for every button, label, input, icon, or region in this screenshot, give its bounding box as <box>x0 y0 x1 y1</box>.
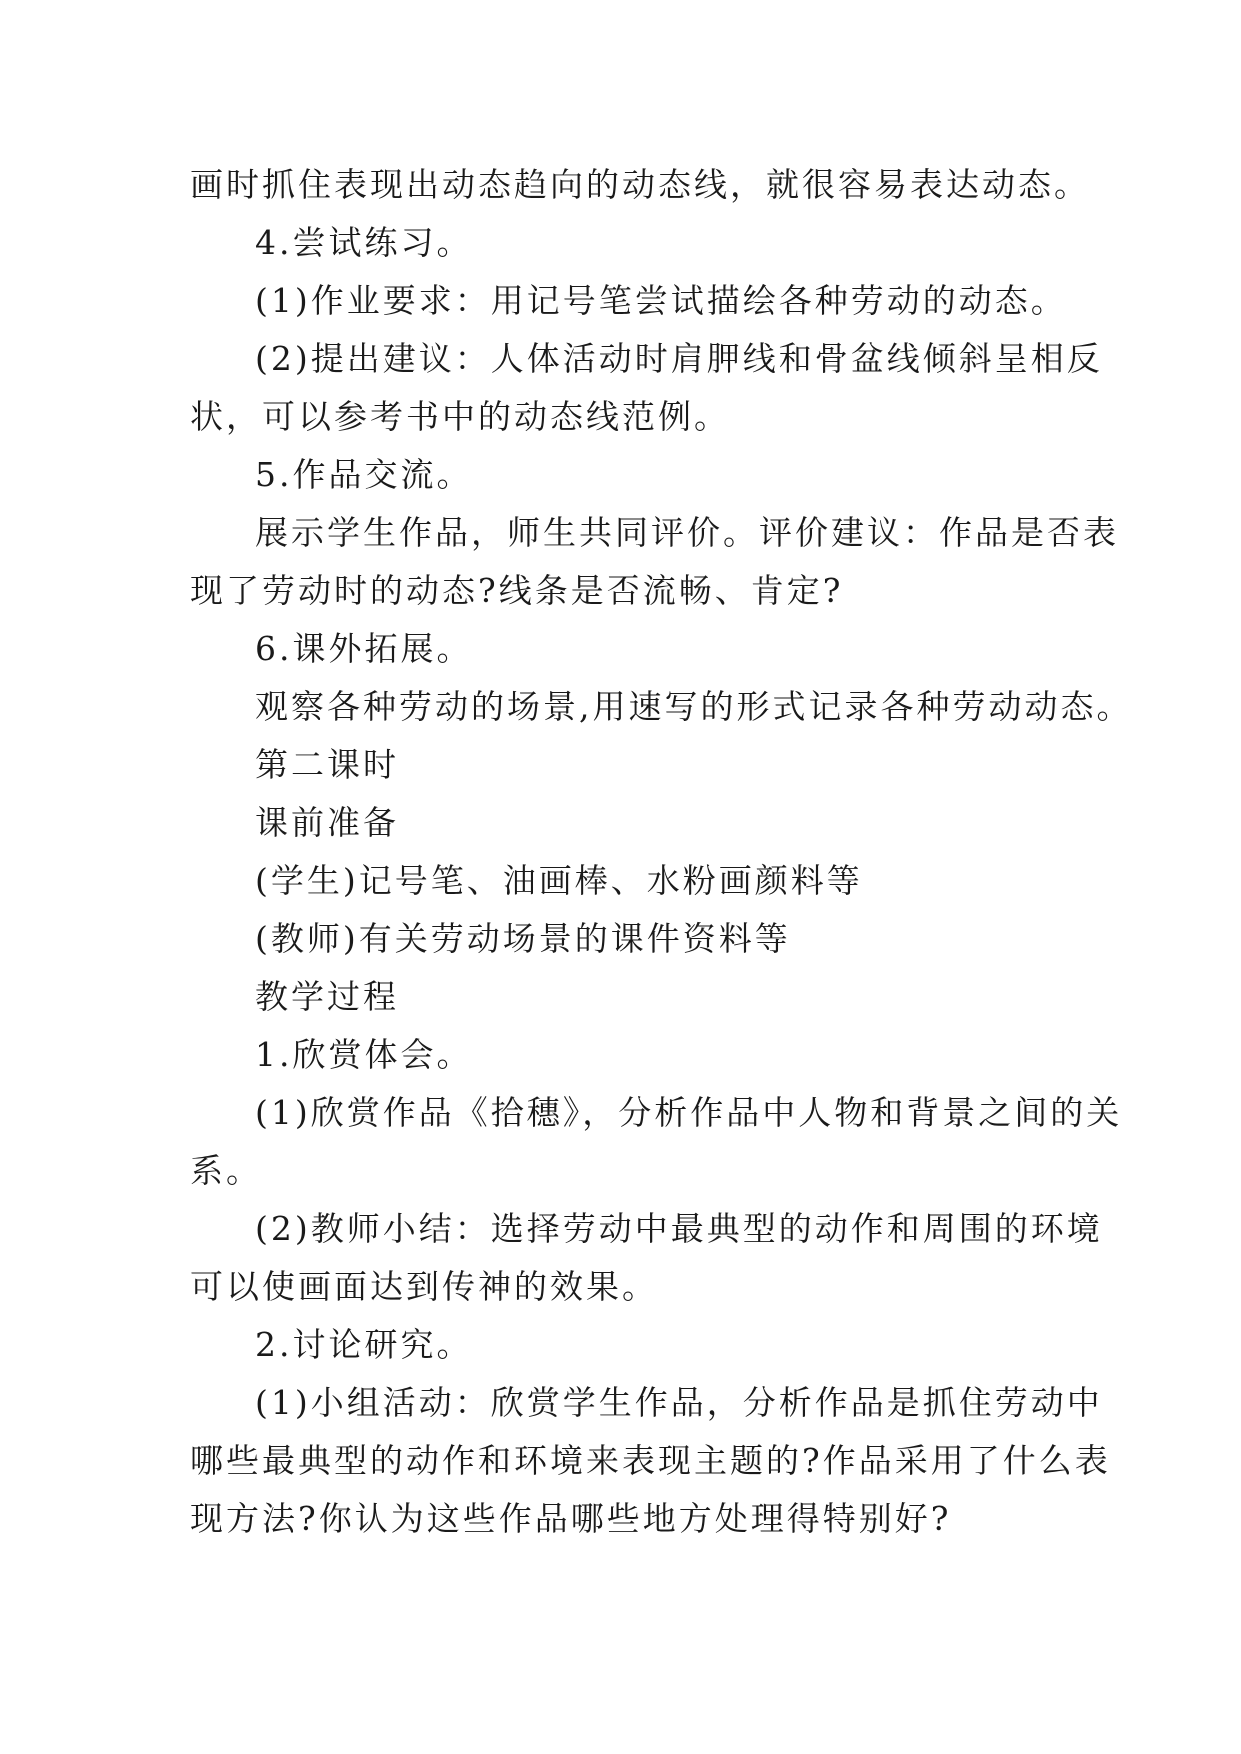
paragraph-line: (1)小组活动：欣赏学生作品，分析作品是抓住劳动中 <box>255 1383 1103 1422</box>
section-heading: 课前准备 <box>255 803 399 842</box>
paragraph-line: 状，可以参考书中的动态线范例。 <box>190 397 730 436</box>
section-heading: 2.讨论研究。 <box>255 1325 473 1364</box>
section-heading: 1.欣赏体会。 <box>255 1035 473 1074</box>
paragraph-line: (学生)记号笔、油画棒、水粉画颜料等 <box>255 861 863 900</box>
paragraph-line: (教师)有关劳动场景的课件资料等 <box>255 919 791 958</box>
lesson-heading: 第二课时 <box>255 745 399 784</box>
section-heading: 5.作品交流。 <box>255 455 473 494</box>
paragraph-line: 现了劳动时的动态?线条是否流畅、肯定? <box>190 571 844 610</box>
paragraph-line: 展示学生作品，师生共同评价。评价建议：作品是否表 <box>255 513 1119 552</box>
paragraph-line: (1)欣赏作品《拾穗》，分析作品中人物和背景之间的关 <box>255 1093 1123 1132</box>
section-heading: 教学过程 <box>255 977 399 1016</box>
section-heading: 4.尝试练习。 <box>255 223 473 262</box>
paragraph-line: (2)提出建议：人体活动时肩胛线和骨盆线倾斜呈相反 <box>255 339 1103 378</box>
paragraph-line: 观察各种劳动的场景,用速写的形式记录各种劳动动态。 <box>255 687 1133 726</box>
paragraph-line: 系。 <box>190 1151 262 1190</box>
paragraph-line: 画时抓住表现出动态趋向的动态线，就很容易表达动态。 <box>190 165 1090 204</box>
paragraph-line: (2)教师小结：选择劳动中最典型的动作和周围的环境 <box>255 1209 1103 1248</box>
paragraph-line: 现方法?你认为这些作品哪些地方处理得特别好? <box>190 1499 952 1538</box>
paragraph-line: 可以使画面达到传神的效果。 <box>190 1267 658 1306</box>
section-heading: 6.课外拓展。 <box>255 629 473 668</box>
paragraph-line: 哪些最典型的动作和环境来表现主题的?作品采用了什么表 <box>190 1441 1111 1480</box>
paragraph-line: (1)作业要求：用记号笔尝试描绘各种劳动的动态。 <box>255 281 1067 320</box>
